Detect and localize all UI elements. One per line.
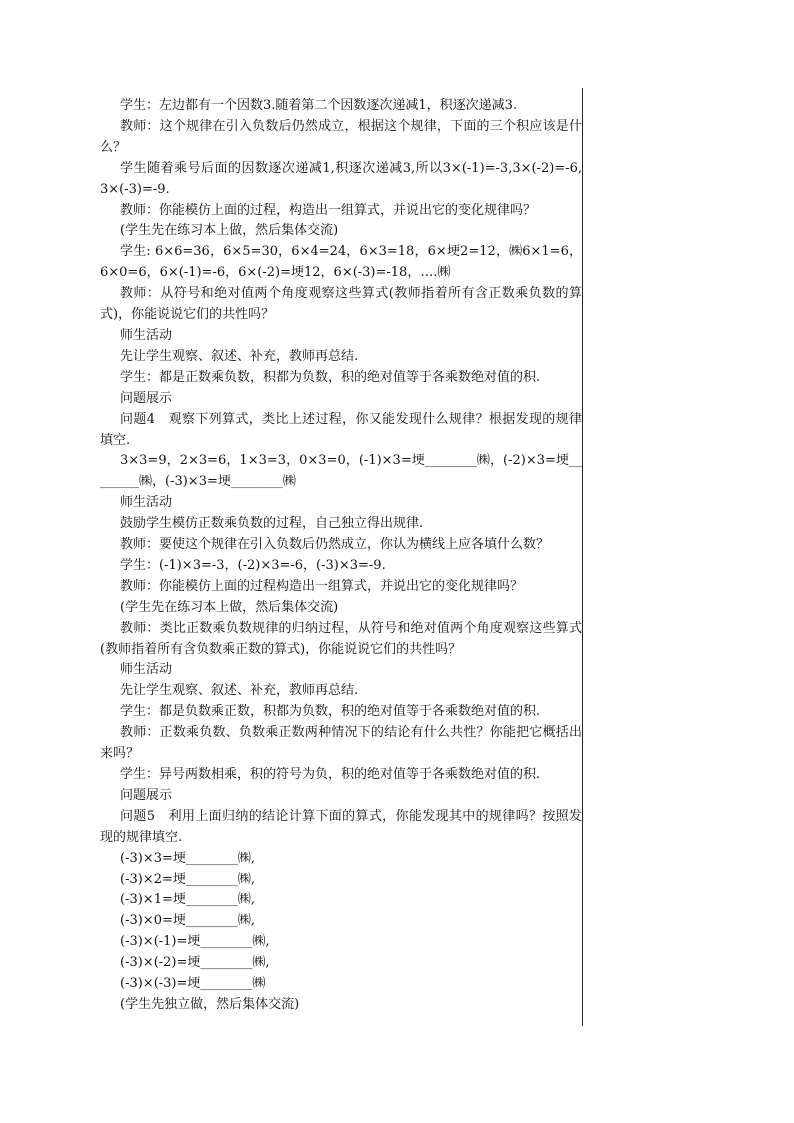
section-heading: 问题展示 <box>120 390 173 406</box>
paragraph: 学生随着乘号后面的因数逐次递减1,积逐次递减3,所以3×(-1)=-3,3×(-2)=-6, 3×(-3)=-9. <box>100 160 582 197</box>
fill-in-line: (-3)×3=埂________㈱, <box>120 850 255 866</box>
paragraph: 学生：都是负数乘正数，积都为负数，积的绝对值等于各乘数绝对值的积. <box>120 704 541 720</box>
paragraph: 学生：(-1)×3=-3，(-2)×3=-6，(-3)×3=-9. <box>120 557 386 573</box>
paragraph: 教师：从符号和绝对值两个角度观察这些算式(教师指着所有含正数乘负数的算式)，你能说说它们的共性吗？ <box>100 286 582 323</box>
fill-in-line: (-3)×(-2)=埂________㈱, <box>120 955 270 971</box>
question-5: 问题5 利用上面归纳的结论计算下面的算式，你能发现其中的规律吗？按照发现的规律填空. <box>100 808 582 845</box>
document-body <box>100 96 582 1016</box>
paragraph: 教师：你能模仿上面的过程构造出一组算式，并说出它的变化规律吗？ <box>120 578 524 594</box>
paragraph: (学生先在练习本上做，然后集体交流) <box>120 599 339 615</box>
fill-in-exercise: 3×3=9，2×3=6，1×3=3，0×3=0，(-1)×3=埂________㈱，(-2)×3=埂________㈱，(-3)×3=埂________㈱ <box>100 453 582 490</box>
paragraph: 教师：类比正数乘负数规律的归纳过程，从符号和绝对值两个角度观察这些算式(教师指着所有含负数乘正数的算式)，你能说说它们的共性吗？ <box>100 620 582 657</box>
section-heading: 问题展示 <box>120 787 173 803</box>
paragraph: 教师：要使这个规律在引入负数后仍然成立，你认为横线上应各填什么数？ <box>120 537 550 553</box>
fill-in-line: (-3)×1=埂________㈱, <box>120 892 255 908</box>
section-heading: 师生活动 <box>120 327 173 343</box>
fill-in-line: (-3)×(-1)=埂________㈱, <box>120 934 270 950</box>
section-heading: 师生活动 <box>120 495 173 511</box>
paragraph: 教师：正数乘负数、负数乘正数两种情况下的结论有什么共性？你能把它概括出来吗？ <box>100 725 582 762</box>
fill-in-line: (-3)×(-3)=埂________㈱ <box>120 976 266 992</box>
paragraph: 学生：都是正数乘负数，积都为负数，积的绝对值等于各乘数绝对值的积. <box>120 369 541 385</box>
paragraph: 学生：左边都有一个因数3.随着第二个因数逐次递减1，积逐次递减3. <box>120 98 518 113</box>
paragraph: (学生先在练习本上做，然后集体交流) <box>120 223 339 239</box>
paragraph: 鼓励学生模仿正数乘负数的过程，自己独立得出规律. <box>120 516 424 532</box>
section-heading: 师生活动 <box>120 662 173 678</box>
paragraph: 先让学生观察、叙述、补充，教师再总结. <box>120 348 359 364</box>
paragraph: 学生: 6×6=36，6×5=30，6×4=24，6×3=18，6×埂2=12，㈱6×1=6，6×0=6，6×(-1)=-6，6×(-2)=埂12，6×(-3)=-18，….㈱ <box>100 244 582 281</box>
fill-in-line: (-3)×2=埂________㈱, <box>120 871 255 887</box>
question-4: 问题4 观察下列算式，类比上述过程，你又能发现什么规律？根据发现的规律填空. <box>100 411 582 448</box>
paragraph: 教师：这个规律在引入负数后仍然成立，根据这个规律，下面的三个积应该是什么？ <box>100 118 582 155</box>
paragraph: 教师：你能模仿上面的过程，构造出一组算式，并说出它的变化规律吗？ <box>120 202 537 218</box>
fill-in-line: (-3)×0=埂________㈱, <box>120 913 255 929</box>
paragraph: 学生：异号两数相乘，积的符号为负，积的绝对值等于各乘数绝对值的积. <box>120 767 541 782</box>
paragraph: (学生先独立做，然后集体交流) <box>120 996 300 1012</box>
page-right-rule <box>582 88 583 1026</box>
paragraph: 先让学生观察、叙述、补充，教师再总结. <box>120 683 359 699</box>
